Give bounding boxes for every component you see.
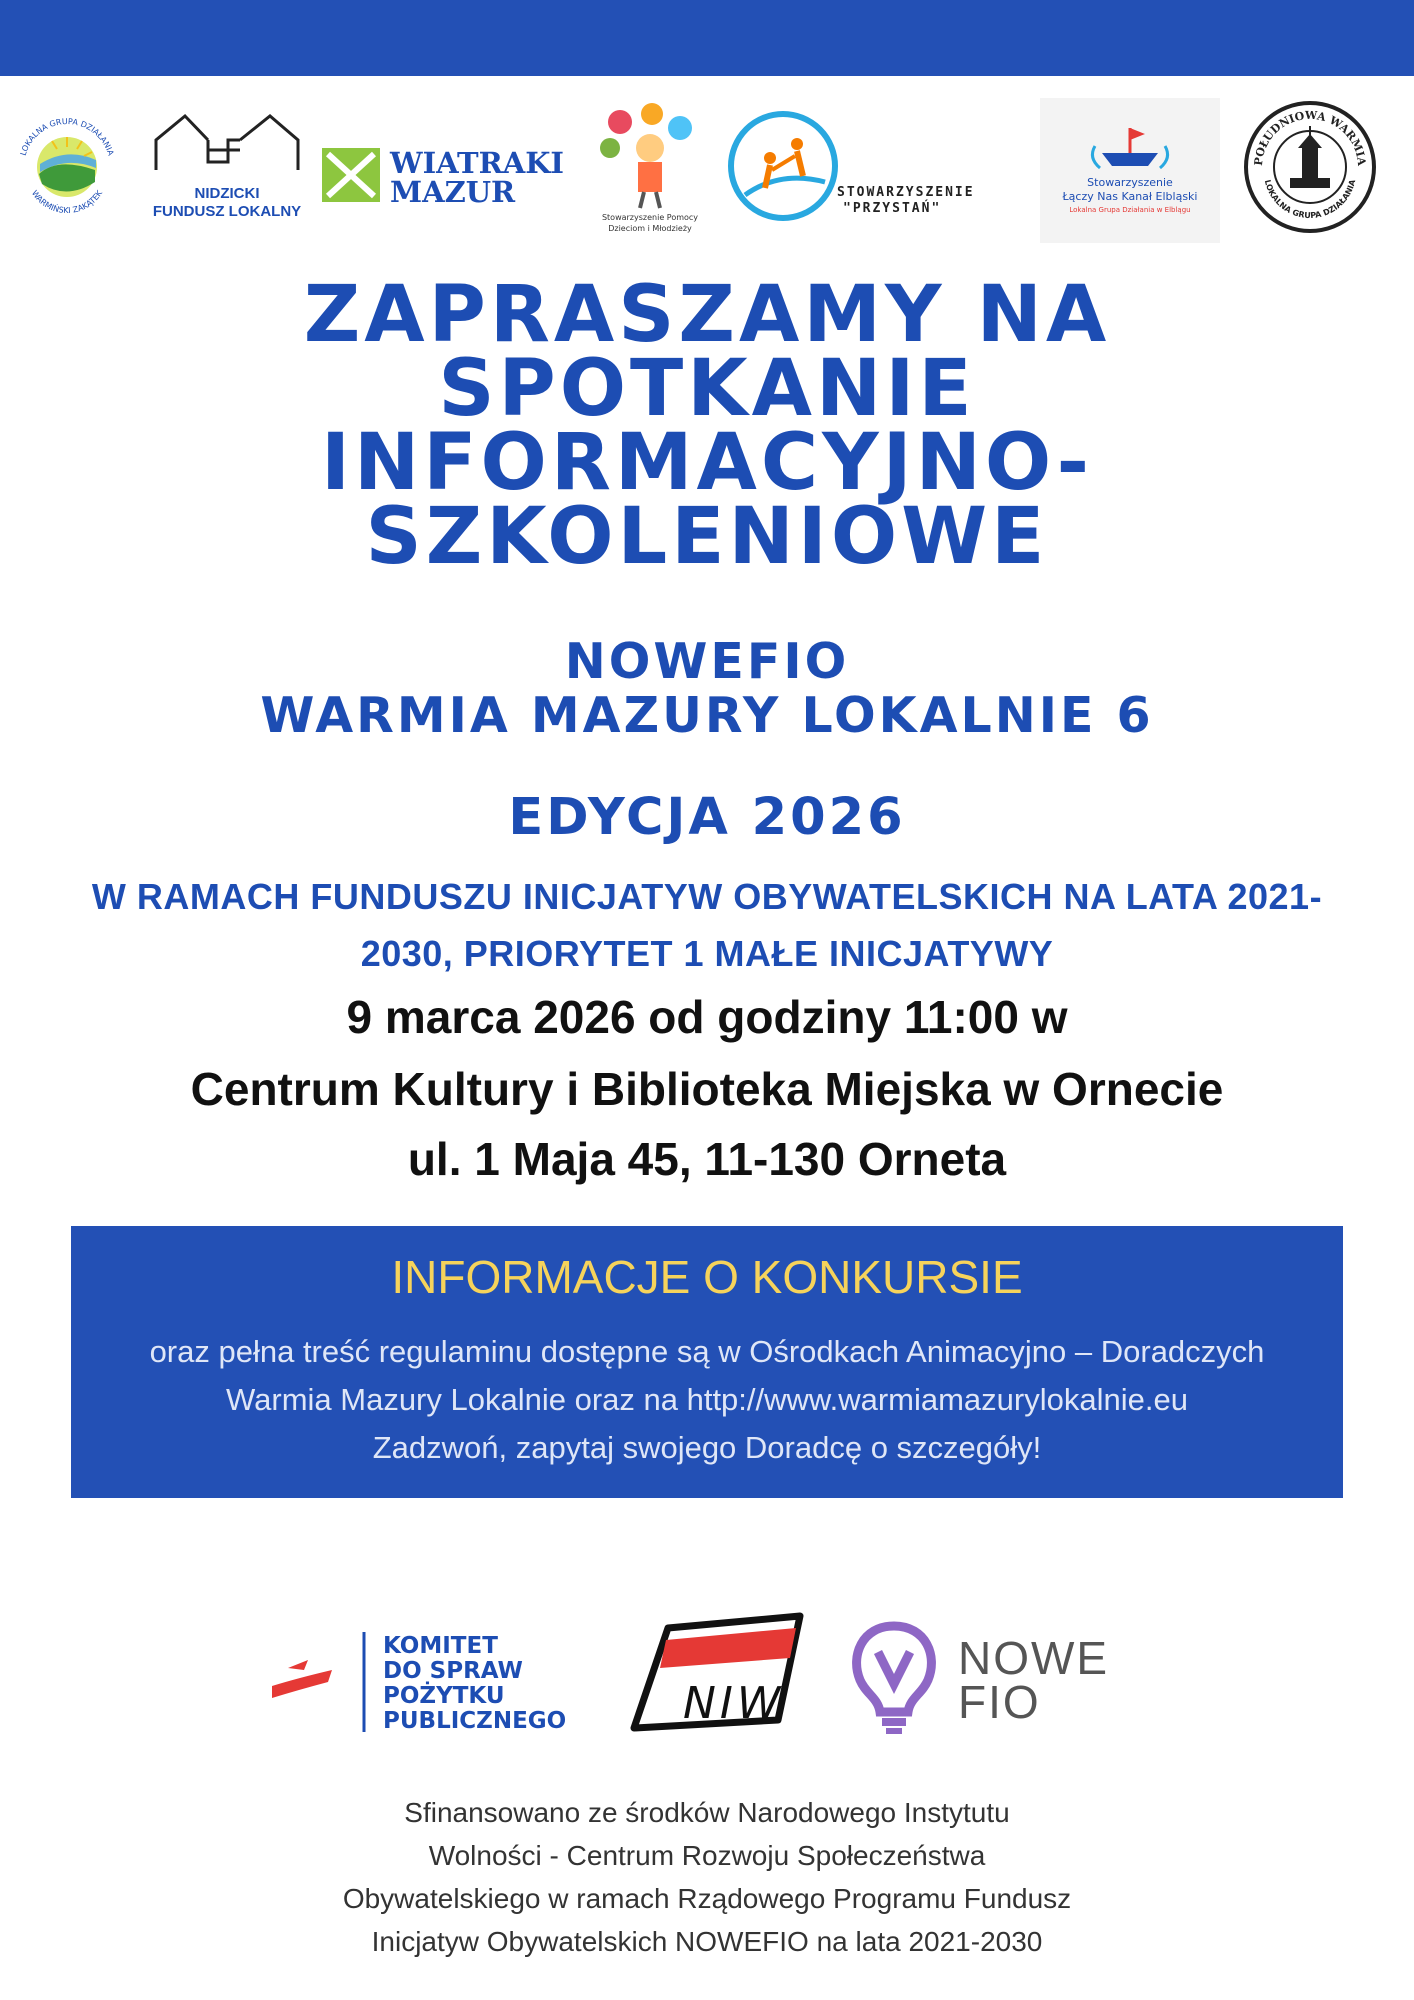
poludniowa-arc-top: POŁUDNIOWA WARMIA [1251,108,1369,167]
przystan-line1: STOWARZYSZENIE [837,185,975,200]
pomocy-line2: Dzieciom i Młodzieży [608,224,692,233]
stowarzyszenie-przystan-logo [725,110,1020,225]
lgd-warminski-arc-top: LOKALNA GRUPA DZIAŁANIA [18,116,116,157]
komitet-line4: PUBLICZNEGO [383,1708,567,1734]
nidzicki-line1: NIDZICKI [194,185,260,202]
fund-line-1: W RAMACH FUNDUSZU INICJATYW OBYWATELSKICH NA LATA 2021- [91,876,1323,917]
title-line-3: INFORMACYJNO- [320,418,1094,508]
niw-text: NIW [683,1678,785,1729]
info-line-3: Zadzwoń, zapytaj swojego Doradcę o szczegóły! [372,1430,1042,1465]
event-address: ul. 1 Maja 45, 11-130 Orneta [407,1133,1007,1185]
nidzicki-fundusz-logo [150,110,305,225]
info-line-2[interactable]: Warmia Mazury Lokalnie oraz na http://www.warmiamazurylokalnie.eu [226,1382,1188,1417]
title-line-1: ZAPRASZAMY NA [303,270,1111,360]
footer-line-3: Obywatelskiego w ramach Rządowego Programu Fundusz [342,1883,1072,1914]
nowefio-logo [850,1618,1110,1738]
main-title [0,270,1414,582]
title-line-4: SZKOLENIOWE [365,492,1049,582]
wiatraki-line1: WIATRAKI [390,146,564,180]
info-box [71,1226,1343,1498]
footer-line-4: Inicjatyw Obywatelskich NOWEFIO na lata 2021-2030 [371,1926,1043,1957]
stowarzyszenie-pomocy-logo [590,100,710,235]
niw-logo [628,1610,808,1735]
event-date: 9 marca 2026 od godziny 11:00 w [346,991,1068,1043]
pomocy-line1: Stowarzyszenie Pomocy [601,213,699,222]
info-title: INFORMACJE O KONKURSIE [391,1251,1023,1303]
event-place: Centrum Kultury i Biblioteka Miejska w Ornecie [190,1063,1224,1115]
poludniowa-arc-bottom: LOKALNA GRUPA DZIAŁANIA [1262,178,1358,221]
lgd-warminski-zakatek-logo [12,112,122,222]
nowefio-line2: FIO [958,1676,1041,1728]
top-banner [0,0,1414,76]
edition-title: EDYCJA 2026 [508,788,906,847]
program-line-2: WARMIA MAZURY LOKALNIE 6 [260,687,1154,744]
wiatraki-mazur-logo [320,142,575,207]
fund-line-2: 2030, PRIORYTET 1 MAŁE INICJATYWY [360,933,1054,974]
program-line-1: NOWEFIO [564,633,850,690]
nidzicki-line2: FUNDUSZ LOKALNY [152,203,302,220]
kanal-line3: Lokalna Grupa Działania w Elblągu [1069,206,1191,214]
kanal-line2: Łączy Nas Kanał Elbląski [1062,190,1198,203]
footer-line-2: Wolności - Centrum Rozwoju Społeczeństwa [428,1840,986,1871]
komitet-line2: DO SPRAW [383,1658,523,1684]
program-title [0,635,1414,743]
kanal-elblaski-logo [1040,98,1220,243]
kanal-line1: Stowarzyszenie [1087,176,1173,189]
komitet-pozytku-publicznego-logo [268,1620,588,1740]
wiatraki-line2: MAZUR [390,175,516,207]
title-line-2: SPOTKANIE [438,344,976,434]
poludniowa-warmia-logo [1240,100,1380,235]
footer-line-1: Sfinansowano ze środków Narodowego Instytutu [404,1797,1010,1828]
fund-subtitle [30,868,1384,982]
info-line-1: oraz pełna treść regulaminu dostępne są w Ośrodkach Animacyjno – Doradczych [149,1334,1265,1369]
komitet-line1: KOMITET [383,1633,498,1659]
komitet-line3: POŻYTKU [383,1683,505,1709]
nowefio-line1: NOWE [958,1632,1110,1684]
przystan-line2: "PRZYSTAŃ" [843,201,942,216]
lgd-warminski-arc-bottom: WARMIŃSKI ZAKĄTEK [29,188,105,216]
